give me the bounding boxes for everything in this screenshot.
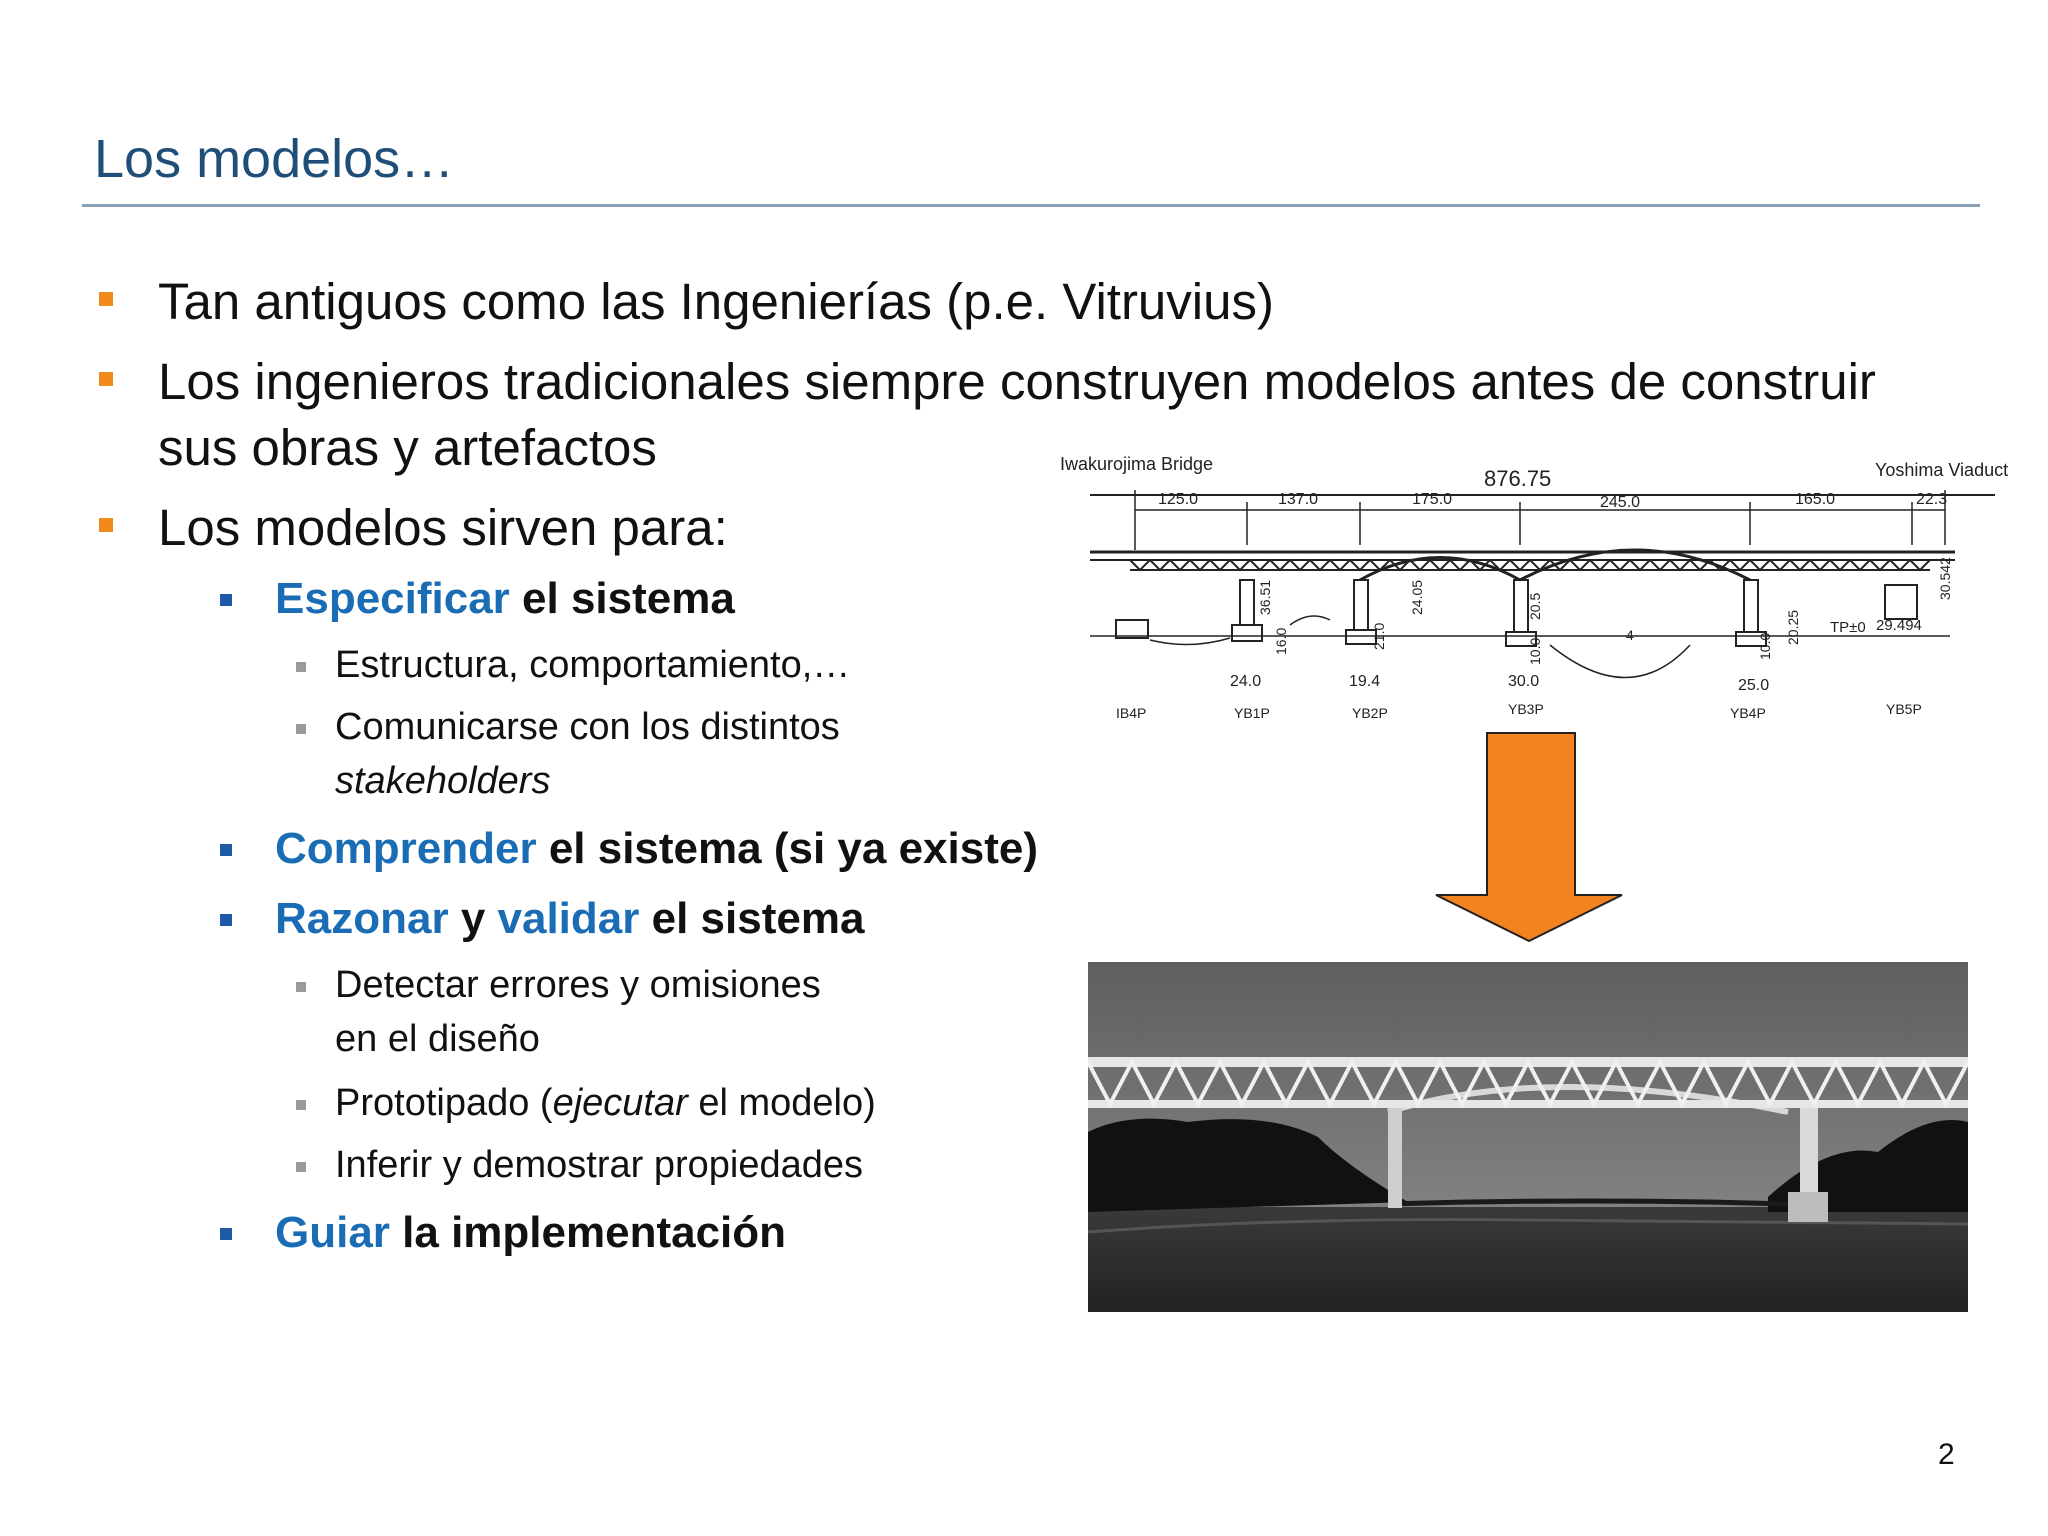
bullet-marker: [296, 662, 306, 672]
height-label: 36.51: [1257, 579, 1273, 615]
bullet-marker: [296, 982, 306, 992]
height-label: 21.0: [1371, 622, 1387, 650]
down-arrow-icon: [1432, 730, 1626, 946]
bullet-marker: [99, 292, 113, 306]
item-inferir: Inferir y demostrar propiedades: [335, 1144, 864, 1186]
drawing-label-left: Iwakurojima Bridge: [1060, 454, 1214, 474]
sub-bullet-guiar: [275, 1208, 786, 1258]
height-label: 20.25: [1785, 609, 1801, 645]
bullet-marker: [99, 372, 113, 386]
bullet-marker: [296, 724, 306, 734]
bridge-drawing: [1050, 440, 2010, 760]
pier-name: IB4P: [1116, 705, 1147, 721]
item-text: el modelo): [687, 1082, 876, 1124]
item-prototipado: [335, 1082, 876, 1125]
height-label: 16.0: [1273, 627, 1289, 655]
pier-width: 25.0: [1738, 677, 1770, 694]
bullet-marker: [220, 1228, 232, 1240]
bullet-marker: [220, 914, 232, 926]
highlight-word: validar: [497, 894, 640, 943]
span-label: 137.0: [1278, 491, 1319, 508]
highlight-word: Comprender: [275, 824, 537, 873]
item-text: Prototipado (: [335, 1082, 553, 1124]
bullet-marker: [220, 594, 232, 606]
item-comunicarse-line1: Comunicarse con los distintos: [335, 706, 840, 748]
sub-bullet-text: y: [448, 894, 498, 943]
bullet-ingenieros-line2: sus obras y artefactos: [158, 419, 657, 476]
item-italic: ejecutar: [552, 1082, 688, 1124]
drawing-misc: 4: [1626, 627, 1634, 643]
span-label: 125.0: [1158, 491, 1199, 508]
bridge-photo: [1088, 962, 1968, 1312]
item-comunicarse-line2: stakeholders: [335, 760, 551, 802]
pier-width: 19.4: [1349, 673, 1381, 690]
item-detectar-line1: Detectar errores y omisiones: [335, 964, 821, 1006]
height-label: 24.05: [1409, 579, 1425, 615]
span-label: 175.0: [1412, 491, 1453, 508]
pier-name: YB2P: [1352, 705, 1388, 721]
sub-bullet-text: la implementación: [389, 1208, 787, 1257]
item-estructura: Estructura, comportamiento,…: [335, 644, 851, 686]
sub-bullet-especificar: [275, 574, 735, 624]
highlight-word: Guiar: [275, 1208, 390, 1257]
sub-bullet-text: el sistema: [639, 894, 865, 943]
bullet-marker: [220, 844, 232, 856]
pier-name: YB5P: [1886, 701, 1922, 717]
item-detectar-line2: en el diseño: [335, 1018, 540, 1060]
span-label: 245.0: [1600, 494, 1641, 511]
bullet-antiguos: Tan antiguos como las Ingenierías (p.e. Vitruvius): [158, 273, 1274, 330]
drawing-label-right: Yoshima Viaduct: [1875, 460, 2009, 480]
bullet-marker: [99, 518, 113, 532]
bullet-marker: [296, 1162, 306, 1172]
sub-bullet-razonar: [275, 894, 864, 944]
tp-value: 29.494: [1876, 617, 1922, 634]
bullet-ingenieros-line1: Los ingenieros tradicionales siempre construyen modelos antes de construir: [158, 353, 1876, 410]
slide-title: Los modelos…: [94, 129, 455, 189]
page-number: 2: [1938, 1438, 1955, 1471]
height-label: 30.542: [1937, 557, 1953, 600]
tp-label: TP±0: [1830, 619, 1866, 636]
highlight-word: Especificar: [275, 574, 510, 623]
drawing-total-length: 876.75: [1484, 466, 1552, 491]
pier-name: YB4P: [1730, 705, 1766, 721]
height-label: 10.0: [1527, 637, 1543, 665]
height-label: 20.5: [1527, 592, 1543, 620]
highlight-word: Razonar: [275, 894, 449, 943]
title-divider: [82, 204, 1980, 207]
pier-width: 24.0: [1230, 673, 1262, 690]
pier-name: YB1P: [1234, 705, 1270, 721]
sub-bullet-text: el sistema: [509, 574, 735, 623]
span-label: 22.3: [1916, 491, 1948, 508]
bullet-sirven: Los modelos sirven para:: [158, 499, 728, 556]
sub-bullet-text: el sistema (si ya existe): [536, 824, 1038, 873]
pier-name: YB3P: [1508, 701, 1544, 717]
bullet-marker: [296, 1100, 306, 1110]
span-label: 165.0: [1795, 491, 1836, 508]
sub-bullet-comprender: [275, 824, 1038, 874]
pier-width: 30.0: [1508, 673, 1540, 690]
height-label: 10.0: [1757, 632, 1773, 660]
